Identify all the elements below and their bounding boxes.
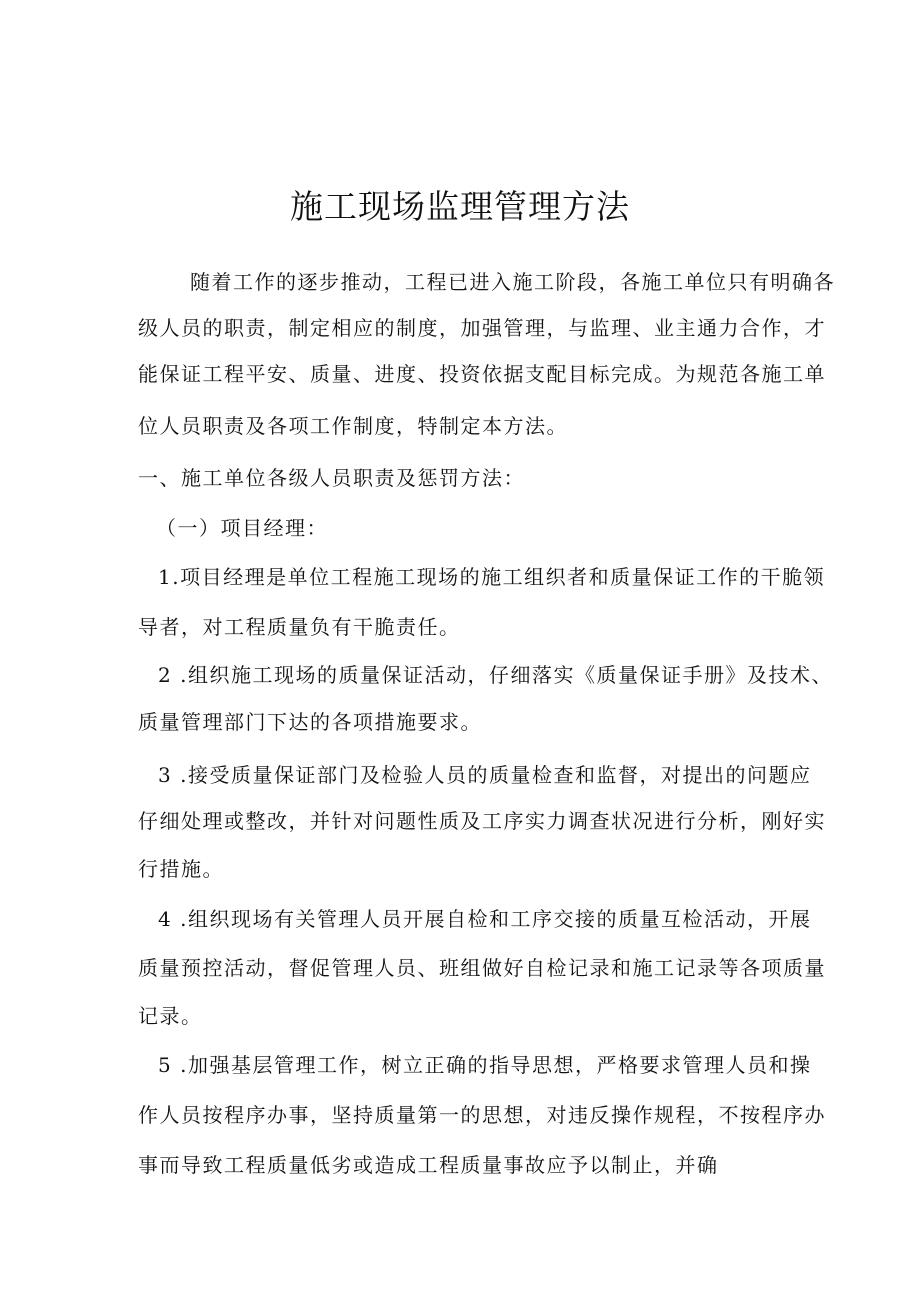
list-item-4-line: 记录。 [138,1004,203,1028]
list-item-5-line: 事而导致工程质量低劣或造成工程质量事故应予以制止，并确 [138,1153,719,1177]
list-item-3-line: 3 .接受质量保证部门及检验人员的质量检查和监督，对提出的问题应 [158,763,812,787]
list-item-1-line: 1.项目经理是单位工程施工现场的施工组织者和质量保证工作的干脆领 [158,565,826,589]
paragraph-line: 位人员职责及各项工作制度，特制定本方法。 [138,414,568,438]
list-item-4-line: 质量预控活动，督促管理人员、班组做好自检记录和施工记录等各项质量 [138,956,826,980]
list-item-2-line: 2 .组织施工现场的质量保证活动，仔细落实《质量保证手册》及技术、 [158,663,833,687]
document-title: 施工现场监理管理方法 [290,187,630,226]
list-item-3-line: 行措施。 [138,857,224,881]
paragraph-line: 能保证工程平安、质量、进度、投资依据支配目标完成。为规范各施工单 [138,362,826,386]
list-item-2-line: 质量管理部门下达的各项措施要求。 [138,710,482,734]
subsection-heading: （一）项目经理： [156,516,328,540]
paragraph-line: 随着工作的逐步推动，工程已进入施工阶段，各施工单位只有明确各 [190,270,835,294]
list-item-5-line: 5 .加强基层管理工作，树立正确的指导思想，严格要求管理人员和操 [158,1053,812,1077]
list-item-4-line: 4 .组织现场有关管理人员开展自检和工序交接的质量互检活动，开展 [158,907,812,931]
list-item-1-line: 导者，对工程质量负有干脆责任。 [138,615,461,639]
section-heading: 一、施工单位各级人员职责及惩罚方法： [138,466,525,490]
paragraph-line: 级人员的职责，制定相应的制度，加强管理，与监理、业主通力合作，才 [138,316,826,340]
list-item-5-line: 作人员按程序办事，坚持质量第一的思想，对违反操作规程，不按程序办 [138,1103,826,1127]
list-item-3-line: 仔细处理或整改，并针对问题性质及工序实力调查状况进行分析，刚好实 [138,809,826,833]
